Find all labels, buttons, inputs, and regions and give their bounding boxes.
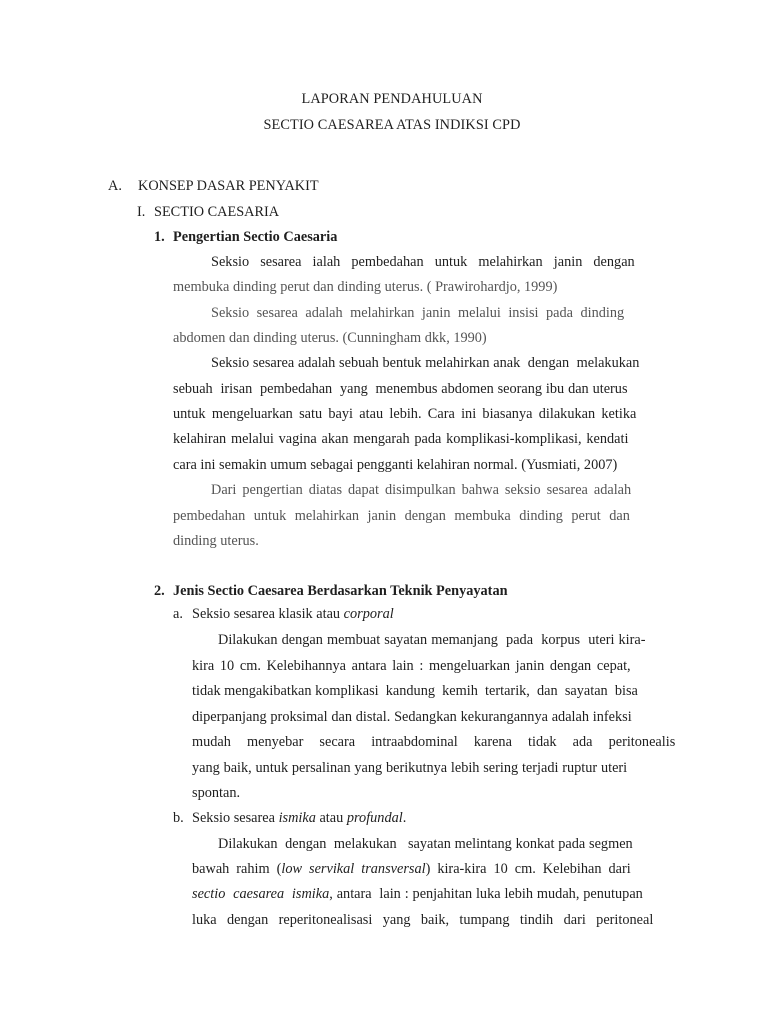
p3-line-1-text: Seksio sesarea adalah sebuah bentuk melahirkan anak dengan melakukan xyxy=(211,355,640,371)
pb-line-2-italic: low servikal transversal xyxy=(281,861,426,877)
p1-line-2 xyxy=(173,279,557,296)
pa-line-4-text: diperpanjang proksimal dan distal. Sedangkan kekurangannya adalah infeksi xyxy=(192,709,632,725)
p2-line-2-text: abdomen dan dinding uterus. (Cunningham dkk, 1990) xyxy=(173,330,487,346)
list-item-b-italic-1: ismika xyxy=(278,810,316,826)
p4-line-3-text: dinding uterus. xyxy=(173,533,259,549)
pa-line-6-text: yang baik, untuk persalinan yang berikutnya lebih sering terjadi ruptur uteri xyxy=(192,760,628,776)
subsection-2-marker: 2. xyxy=(154,583,165,599)
p4-line-1-text: Dari pengertian diatas dapat disimpulkan bahwa seksio sesarea adalah xyxy=(211,482,632,498)
title-line-2: SECTIO CAESAREA ATAS INDIKSI CPD xyxy=(263,117,521,133)
p3-line-2 xyxy=(173,381,628,398)
subsection-1-title: Pengertian Sectio Caesaria xyxy=(173,229,338,245)
pb-line-1 xyxy=(218,836,633,853)
list-item-b-text-3: . xyxy=(402,810,407,826)
list-item-a-text: Seksio sesarea klasik atau xyxy=(192,606,344,622)
pb-line-2-wrap xyxy=(192,861,631,878)
p1-line-2-text: membuka dinding perut dan dinding uterus. ( Prawirohardjo, 1999) xyxy=(173,279,558,295)
pa-line-3-text: tidak mengakibatkan komplikasi kandung kemih tertarik, dan sayatan bisa xyxy=(192,683,638,699)
pb-line-4 xyxy=(192,912,653,929)
p4-line-1 xyxy=(211,482,631,499)
document-title xyxy=(0,86,768,138)
section-a-marker: A. xyxy=(108,178,122,194)
pa-line-6 xyxy=(192,760,627,777)
p3-line-5-citation: (Yusmiati, 2007) xyxy=(521,457,618,473)
pb-line-2 xyxy=(192,861,631,878)
pa-line-7 xyxy=(192,785,240,802)
subsection-2-heading xyxy=(154,583,508,600)
pa-line-2 xyxy=(192,658,631,675)
p3-line-3 xyxy=(173,406,636,423)
pa-line-1-text: Dilakukan dengan membuat sayatan memanjang pada korpus uteri kira- xyxy=(218,632,646,648)
pb-line-3 xyxy=(192,886,643,903)
p3-line-4-text: kelahiran melalui vagina akan mengarah pada komplikasi-komplikasi, kendati xyxy=(173,431,629,447)
pa-line-5-text: mudah menyebar secara intraabdominal karena tidak ada peritonealis xyxy=(192,734,676,750)
p4-line-3 xyxy=(173,533,259,550)
list-item-a-italic: corporal xyxy=(343,606,394,622)
p3-line-5 xyxy=(173,457,617,474)
p2-line-1-text: Seksio sesarea adalah melahirkan janin melalui insisi pada dinding xyxy=(211,305,625,321)
p4-line-2-text: pembedahan untuk melahirkan janin dengan membuka dinding perut dan xyxy=(173,508,630,524)
pa-line-3 xyxy=(192,683,638,700)
pa-line-2-text: kira 10 cm. Kelebihannya antara lain : mengeluarkan janin dengan cepat, xyxy=(192,658,631,674)
p3-line-5-text: cara ini semakin umum sebagai pengganti kelahiran normal. xyxy=(173,457,518,473)
p3-line-2-text: sebuah irisan pembedahan yang menembus abdomen seorang ibu dan uterus xyxy=(173,381,628,397)
list-item-b-italic-2: profundal xyxy=(346,810,403,826)
p3-line-1 xyxy=(211,355,639,372)
p2-line-1 xyxy=(211,305,624,322)
list-item-b xyxy=(173,810,406,827)
list-item-b-marker: b. xyxy=(173,810,184,826)
p3-line-4 xyxy=(173,431,628,448)
pa-line-1 xyxy=(218,632,646,649)
section-i-marker: I. xyxy=(137,204,146,220)
section-i-title: SECTIO CAESARIA xyxy=(154,204,280,220)
p1-line-1 xyxy=(211,254,676,271)
pb-line-3-italic: sectio caesarea ismika xyxy=(192,886,330,902)
p4-line-2 xyxy=(173,508,630,525)
pa-line-4 xyxy=(192,709,632,726)
pb-line-2-text-a: bawah rahim ( xyxy=(192,861,282,877)
p3-line-3-text: untuk mengeluarkan satu bayi atau lebih. Cara ini biasanya dilakukan ketika xyxy=(173,406,637,422)
pb-line-2-text-b: ) kira-kira 10 cm. Kelebihan dari xyxy=(425,861,631,877)
subsection-1-heading xyxy=(154,229,337,246)
section-a-heading xyxy=(108,178,319,195)
pa-line-5 xyxy=(192,734,675,751)
p1-line-1-text: Seksio sesarea ialah pembedahan untuk melahirkan janin dengan xyxy=(211,254,635,270)
p2-line-2 xyxy=(173,330,487,347)
subsection-1-marker: 1. xyxy=(154,229,165,245)
list-item-a xyxy=(173,606,394,623)
list-item-b-text-1: Seksio sesarea xyxy=(192,810,279,826)
list-item-b-text-2: atau xyxy=(315,810,347,826)
section-a-title: KONSEP DASAR PENYAKIT xyxy=(138,178,319,194)
pb-line-4-text: luka dengan reperitonealisasi yang baik, tumpang tindih dari peritoneal xyxy=(192,912,654,928)
list-item-a-marker: a. xyxy=(173,606,183,622)
pa-line-7-text: spontan. xyxy=(192,785,241,801)
section-i-heading xyxy=(137,204,279,221)
title-line-1: LAPORAN PENDAHULUAN xyxy=(301,91,483,107)
subsection-2-title: Jenis Sectio Caesarea Berdasarkan Teknik Penyayatan xyxy=(173,583,508,599)
pb-line-1-text: Dilakukan dengan melakukan sayatan melintang konkat pada segmen xyxy=(218,836,633,852)
pb-line-3-wrap xyxy=(192,886,643,903)
pb-line-3-text: , antara lain : penjahitan luka lebih mudah, penutupan xyxy=(329,886,643,902)
